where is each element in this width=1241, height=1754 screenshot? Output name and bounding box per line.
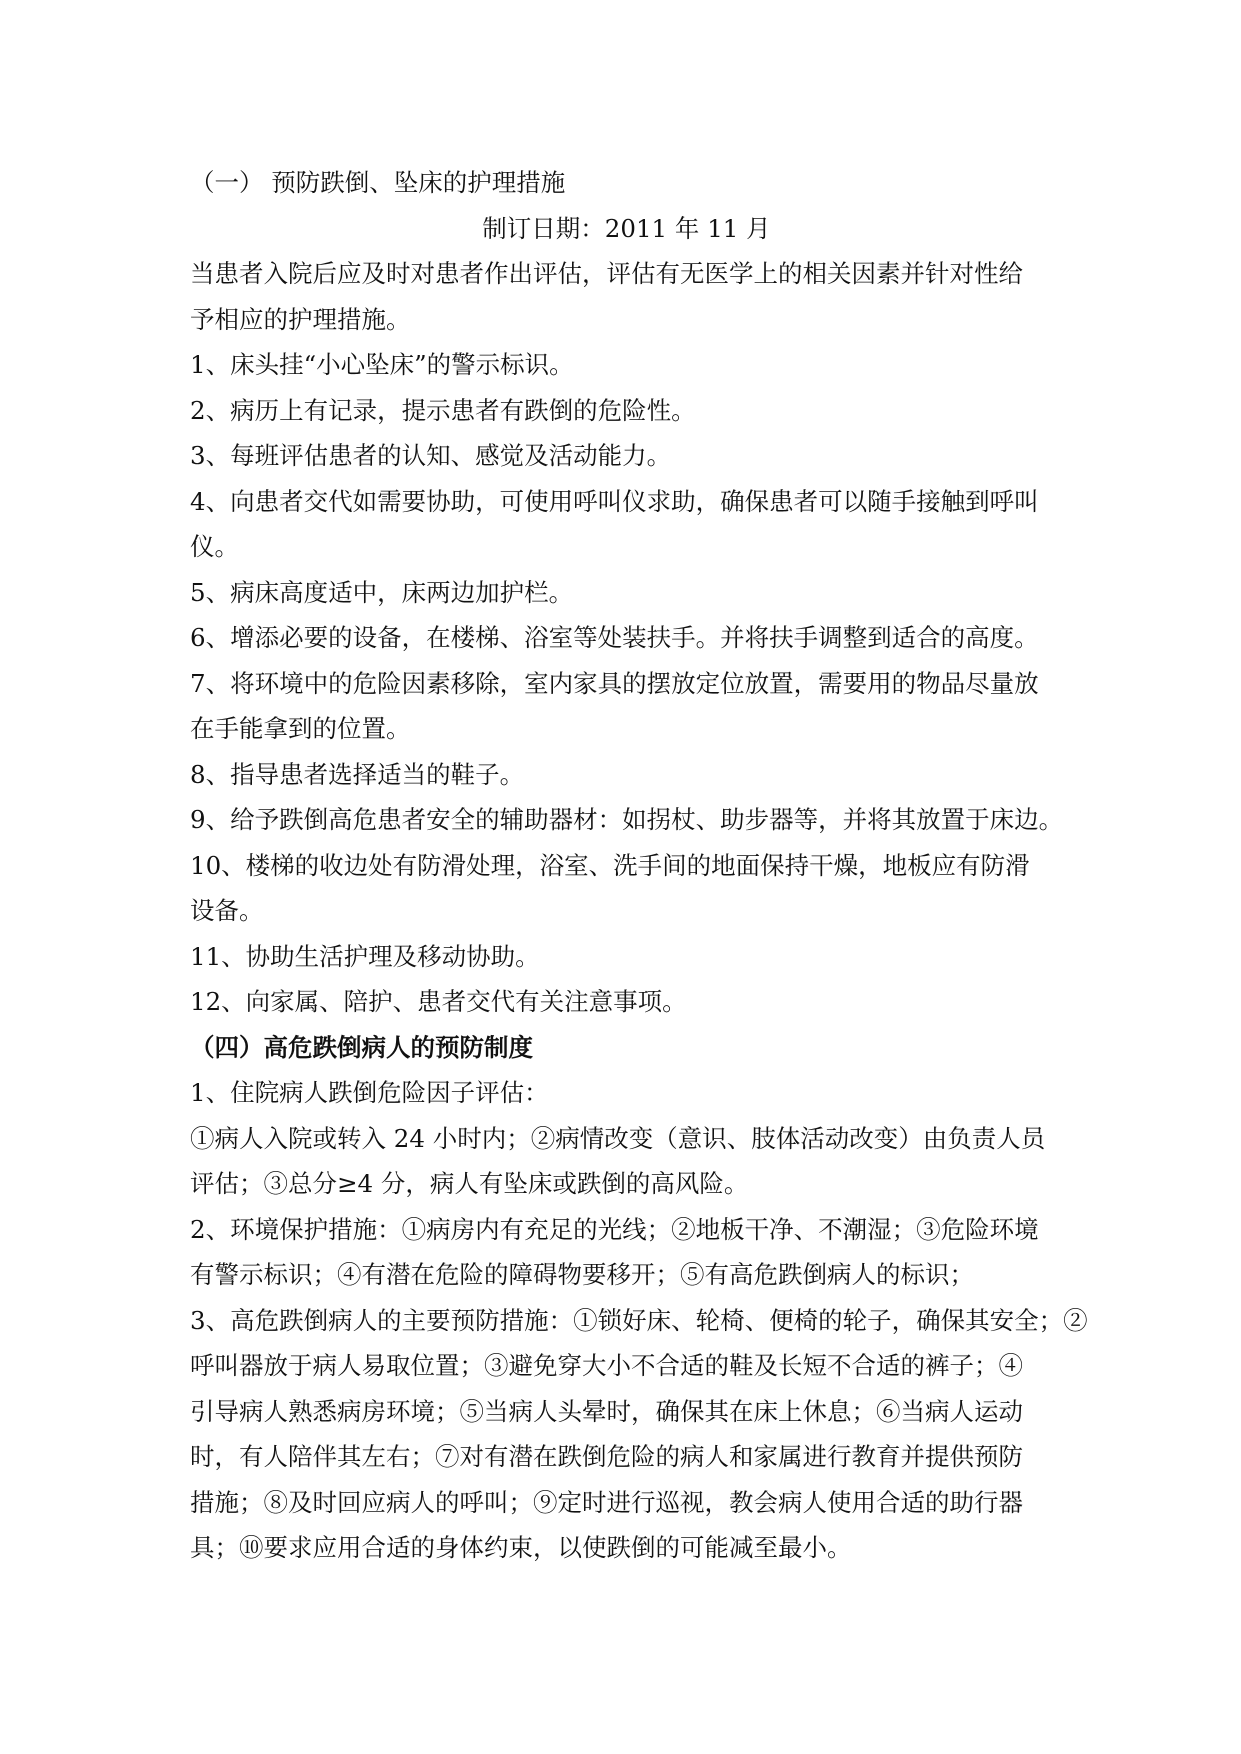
measure-item-10-cont: 设备。 — [190, 896, 264, 925]
document-body — [190, 160, 1088, 1571]
measure-item-9: 9、给予跌倒高危患者安全的辅助器材：如拐杖、助步器等，并将其放置于床边。 — [190, 805, 1064, 834]
measure-item-3: 3、每班评估患者的认知、感觉及活动能力。 — [190, 441, 672, 470]
measure-item-12: 12、向家属、陪护、患者交代有关注意事项。 — [190, 987, 687, 1016]
measure-item-8: 8、指导患者选择适当的鞋子。 — [190, 759, 525, 789]
measure-item-6: 6、增添必要的设备，在楼梯、浴室等处装扶手。并将扶手调整到适合的高度。 — [190, 623, 1039, 652]
policy-line-11: 具；⑩要求应用合适的身体约束，以使跌倒的可能减至最小。 — [190, 1533, 852, 1562]
policy-line-3: 评估；③总分≥4 分，病人有坠床或跌倒的高风险。 — [190, 1169, 749, 1198]
revision-date: 制订日期：2011 年 11 月 — [482, 213, 771, 243]
measure-item-1: 1、床头挂“小心坠床”的警示标识。 — [190, 350, 574, 379]
section-4-title: （四）高危跌倒病人的预防制度 — [190, 1032, 533, 1062]
measure-item-2: 2、病历上有记录，提示患者有跌倒的危险性。 — [190, 395, 696, 425]
policy-line-10: 措施；⑧及时回应病人的呼叫；⑨定时进行巡视，教会病人使用合适的助行器 — [190, 1487, 1023, 1517]
policy-line-8: 引导病人熟悉病房环境；⑤当病人头晕时，确保其在床上休息；⑥当病人运动 — [190, 1396, 1023, 1426]
section-1-title: （一） 预防跌倒、坠床的护理措施 — [190, 168, 566, 197]
measure-item-4: 4、向患者交代如需要协助，可使用呼叫仪求助，确保患者可以随手接触到呼叫 — [190, 486, 1039, 516]
measure-item-11: 11、协助生活护理及移动协助。 — [190, 941, 540, 971]
intro-line-1: 当患者入院后应及时对患者作出评估，评估有无医学上的相关因素并针对性给 — [190, 259, 1023, 288]
policy-line-9: 时，有人陪伴其左右；⑦对有潜在跌倒危险的病人和家属进行教育并提供预防 — [190, 1442, 1023, 1471]
policy-line-5: 有警示标识；④有潜在危险的障碍物要移开；⑤有高危跌倒病人的标识； — [190, 1260, 974, 1289]
measure-item-7: 7、将环境中的危险因素移除，室内家具的摆放定位放置，需要用的物品尽量放 — [190, 668, 1039, 698]
measure-item-10: 10、楼梯的收边处有防滑处理，浴室、洗手间的地面保持干燥，地板应有防滑 — [190, 850, 1030, 880]
policy-line-7: 呼叫器放于病人易取位置；③避免穿大小不合适的鞋及长短不合适的裤子；④ — [190, 1351, 1023, 1380]
policy-line-6: 3、高危跌倒病人的主要预防措施：①锁好床、轮椅、便椅的轮子，确保其安全；② — [190, 1305, 1088, 1335]
policy-line-2: ①病人入院或转入 24 小时内；②病情改变（意识、肢体活动改变）由负责人员 — [190, 1123, 1046, 1153]
policy-line-1: 1、住院病人跌倒危险因子评估： — [190, 1078, 549, 1107]
intro-line-2: 予相应的护理措施。 — [190, 304, 411, 334]
policy-line-4: 2、环境保护措施：①病房内有充足的光线；②地板干净、不潮湿；③危险环境 — [190, 1214, 1039, 1244]
measure-item-5: 5、病床高度适中，床两边加护栏。 — [190, 577, 574, 607]
measure-item-7-cont: 在手能拿到的位置。 — [190, 714, 411, 743]
measure-item-4-cont: 仪。 — [190, 532, 239, 561]
